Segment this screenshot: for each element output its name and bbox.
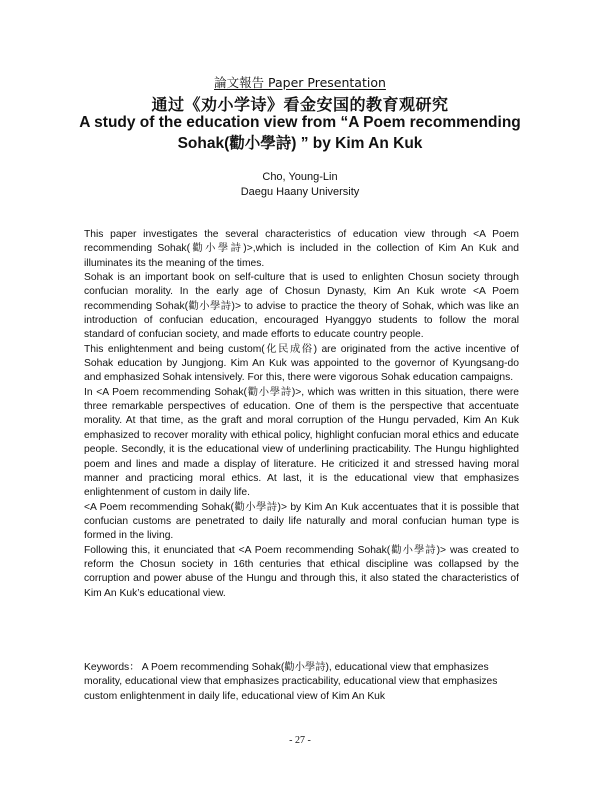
page-number: - 27 - — [289, 735, 311, 746]
author-block — [0, 170, 600, 200]
abstract — [84, 228, 519, 601]
keywords: Keywords： A Poem recommending Sohak(勸小學詩), educational view that emphasizes morality, educational view that emphasizes practicability, educational view that emphasizes custom enlightenment in daily life, educational view of Kim An Kuk — [84, 662, 498, 702]
section-label: 論文報告 Paper Presentation — [214, 75, 386, 90]
abstract-paragraph: <A Poem recommending Sohak(勸小學詩)> by Kim An Kuk accentuates that it is possible that confucian customs are penetrated to daily life naturally and moral confucian human type is formed in the living. — [84, 501, 519, 542]
author-name: Cho, Young-Lin — [262, 171, 338, 183]
abstract-paragraph: Following this, it enunciated that <A Poem recommending Sohak(勸小學詩)> was created to reform the Chosun society in 16th centuries that ethical discipline was collapsed by the corruption and power abuse of the Hungu and through this, it also stated the characteristics of Kim An Kuk’s educational view. — [84, 544, 519, 599]
author-affiliation: Daegu Haany University — [240, 186, 360, 198]
title-english: A study of the education view from “A Poem recommending Sohak(勸小學詩) ” by Kim An Kuk — [79, 114, 521, 152]
abstract-paragraph: This enlightenment and being custom(化民成俗) are originated from the active incentive of Sohak education by Jungjong. Kim An Kuk was appointed to the governor of Kyungsang-do and emphasized Sohak intensively. For this, there were vigorous Sohak education campaigns. — [84, 343, 519, 384]
title-chinese: 通过《劝小学诗》看金安国的教育观研究 — [151, 95, 449, 114]
abstract-paragraph: This paper investigates the several characteristics of education view through <A Poem recommending Sohak(勸小學詩)>,which is included in the collection of Kim An Kuk and illuminates its the meaning of the times. — [84, 229, 519, 269]
abstract-paragraph: In <A Poem recommending Sohak(勸小學詩)>, which was written in this situation, there were three remarkable perspectives of education. One of them is the perspective that accentuate morality. At that time, as the graft and moral corruption of the Hungu pervaded, Kim An Kuk emphasized to recover morality with ethical policy, highlight confucian moral ethics and educate people. Secondly, it is the educational view of underlining practicability. The Hungu highlighted poem and lines and made a display of literature. He criticized it and stressed having moral manner and practicing moral ethics. At last, it is the educational view that emphasizes enlightenment of custom in daily life. — [84, 386, 519, 499]
abstract-paragraph: Sohak is an important book on self-culture that is used to enlighten Chosun society through confucian morality. In the early age of Chosun Dynasty, Kim An Kuk wrote <A Poem recommending Sohak(勸小學詩)> to advise to practice the theory of Sohak, which was like an introduction of confucian education, encouraged Hyanggyo students to follow the moral standard of confucian society, and made efforts to educate country people. — [84, 272, 519, 341]
